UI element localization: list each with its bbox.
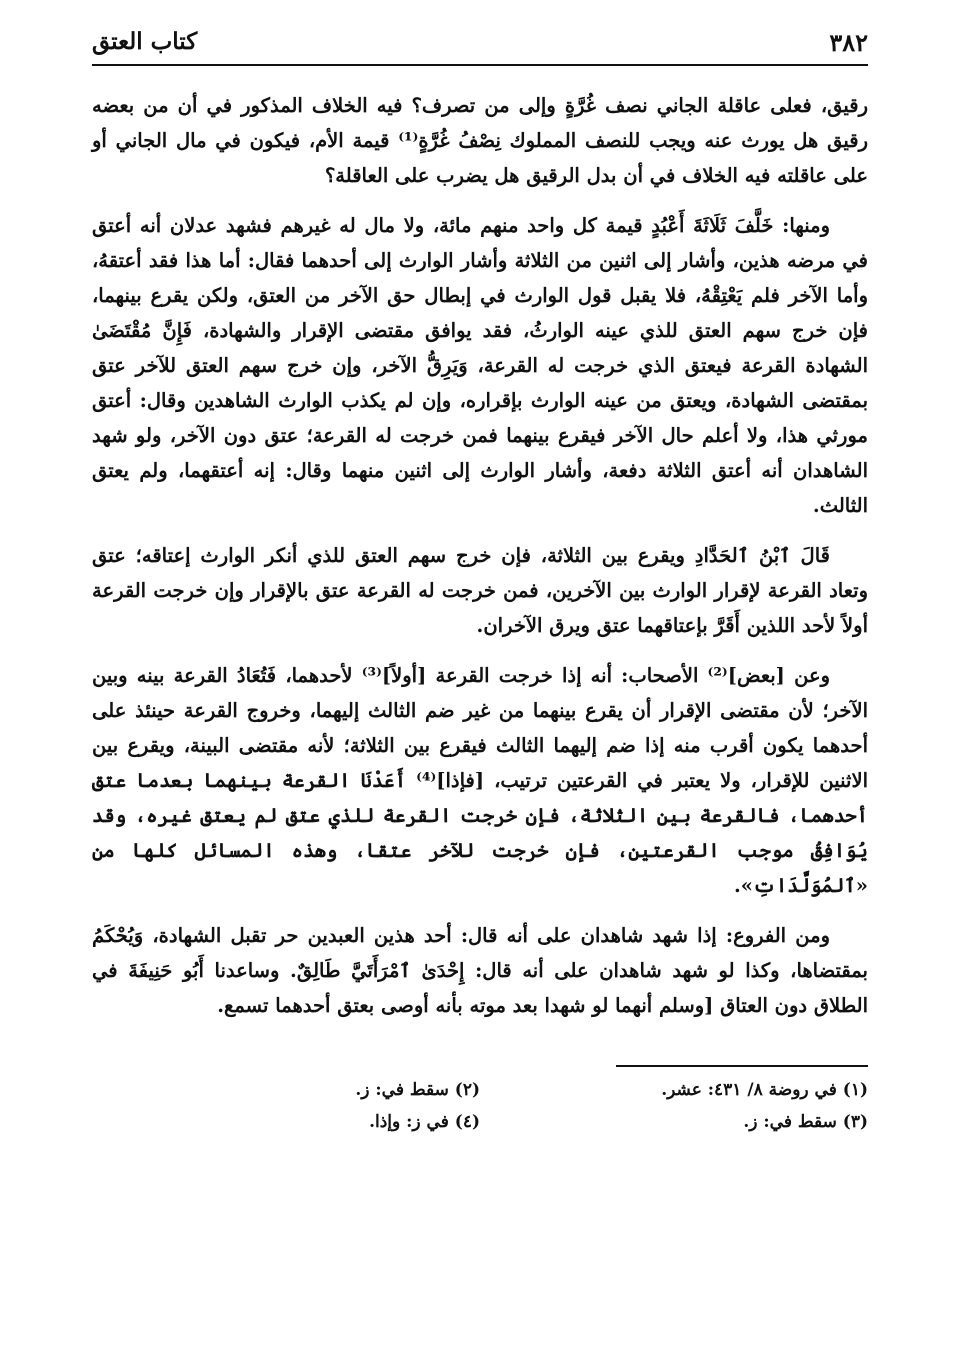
- paragraph-2: ومنها: خَلَّفَ ثَلَاثَةَ أَعْبُدٍ قيمة كل واحد منهم مائة، ولا مال له غيرهم فشهد عدلان أنه أعتق في مرضه هذين، وأشار إلى اثنين من الثلاثة وأشار الوارث إلى أحدهما فقال: أما هذا فقد أعتقهُ، وأما الآخر فلم يَعْتِقْهُ، فلا يقبل قول الوارث في إبطال حق الآخر من العتق، ولكن يقرع بينهما، فإن خرج سهم العتق للذي عينه الوارثُ، فقد يوافق مقتضى الإقرار والشهادة، فَإِنَّ مُقْتَضَىٰ الشهادة القرعة فيعتق الذي خرجت له القرعة، وَيَرِقُّ الآخر، وإن خرج سهم العتق للآخر عتق بمقتضى الشهادة، ويعتق من عينه الوارث بإقراره، وإن لم يكذب الوارث الشاهدين وقال: أعتق مورثي هذا، ولا أعلم حال الآخر فيقرع بينهما فمن خرجت له القرعة؛ عتق دون الآخر، ولو شهد الشاهدان أنه أعتق الثلاثة دفعة، وأشار الوارث إلى اثنين منهما وقال: إنه أعتقهما، ولم يعتق الثالث.: [92, 214, 868, 517]
- footnote-3: (٣) سقط في: ز.: [743, 1112, 868, 1132]
- main-text: [92, 88, 868, 1023]
- book-title: كتاب العتق: [92, 28, 198, 55]
- book-page: [92, 22, 868, 1342]
- running-header: [92, 22, 868, 66]
- paragraph-1: رقيق، فعلى عاقلة الجاني نصف غُرَّةٍ وإلى من تصرف؟ فيه الخلاف المذكور في أن من بعضه رقيق هل يورث عنه ويجب للنصف المملوك نِصْفُ غُرَّةٍ⁽¹⁾ قيمة الأم، فيكون في مال الجاني أو على عاقلته فيه الخلاف في أن بدل الرقيق هل يضرب على العاقلة؟: [92, 94, 868, 187]
- paragraph-4: وعن [بعض]⁽²⁾ الأصحاب: أنه إذا خرجت القرعة [أولاً]⁽³⁾ لأحدهما، فَتُعَادُ القرعة بينه وبين الآخر؛ لأن مقتضى الإقرار أن يقرع بينهما من غير ضم الثالث إليهما، وخروج القرعة حينئذ على أحدهما يكون أقرب منه إذا ضم إليهما الثالث فيقرع بين الثلاثة؛ لأنه مقتضى البينة، ويقرع بين الاثنين للإقرار، ولا يعتبر في القرعتين ترتيب، [فإذا]⁽⁴⁾ أَعَدْنَا القرعة بينهما بعدما عتق أحدهما، فالقرعة بين الثلاثة، فإن خرجت القرعة للذي عتق لم يعتق غيره، وقد يُوَافِقُ موجب القرعتين، فإن خرجت للآخر عتقا، وهذه المسائل كلها من «ٱلمُوَلَّدَاتِ».: [92, 664, 868, 897]
- paragraph-3: قَالَ ٱبْنُ ٱلحَدَّادِ ويقرع بين الثلاثة، فإن خرج سهم العتق للذي أنكر الوارث إعتاقه؛ عتق وتعاد القرعة لإقرار الوارث بين الآخرين، فمن خرجت له القرعة عتق بالإقرار وإن خرجت القرعة أولاً لأحد اللذين أَقَرَّ بإعتاقهما عتق ويرق الآخران.: [92, 544, 868, 637]
- footnote-4: (٤) في ز: وإذا.: [369, 1112, 480, 1132]
- page-number: ٣٨٢: [829, 28, 868, 57]
- footnotes: [92, 1077, 868, 1135]
- footnote-divider: [616, 1065, 868, 1067]
- paragraph-5: ومن الفروع: إذا شهد شاهدان على أنه قال: أحد هذين العبدين حر تقبل الشهادة، وَيُحْكَمُ بمقتضاها، وكذا لو شهد شاهدان على أنه قال: إِحْدَىٰ ٱمْرَأَتَيَّ طَالِقٌ. وساعدنا أَبُو حَنِيفَةَ في الطلاق دون العتاق [وسلم أنهما لو شهدا بعد موته بأنه أوصى بعتق أحدهما تسمع.: [92, 924, 868, 1017]
- footnote-1: (١) في روضة ٨/ ٤٣١: عشر.: [661, 1080, 868, 1100]
- footnote-2: (٢) سقط في: ز.: [355, 1080, 480, 1100]
